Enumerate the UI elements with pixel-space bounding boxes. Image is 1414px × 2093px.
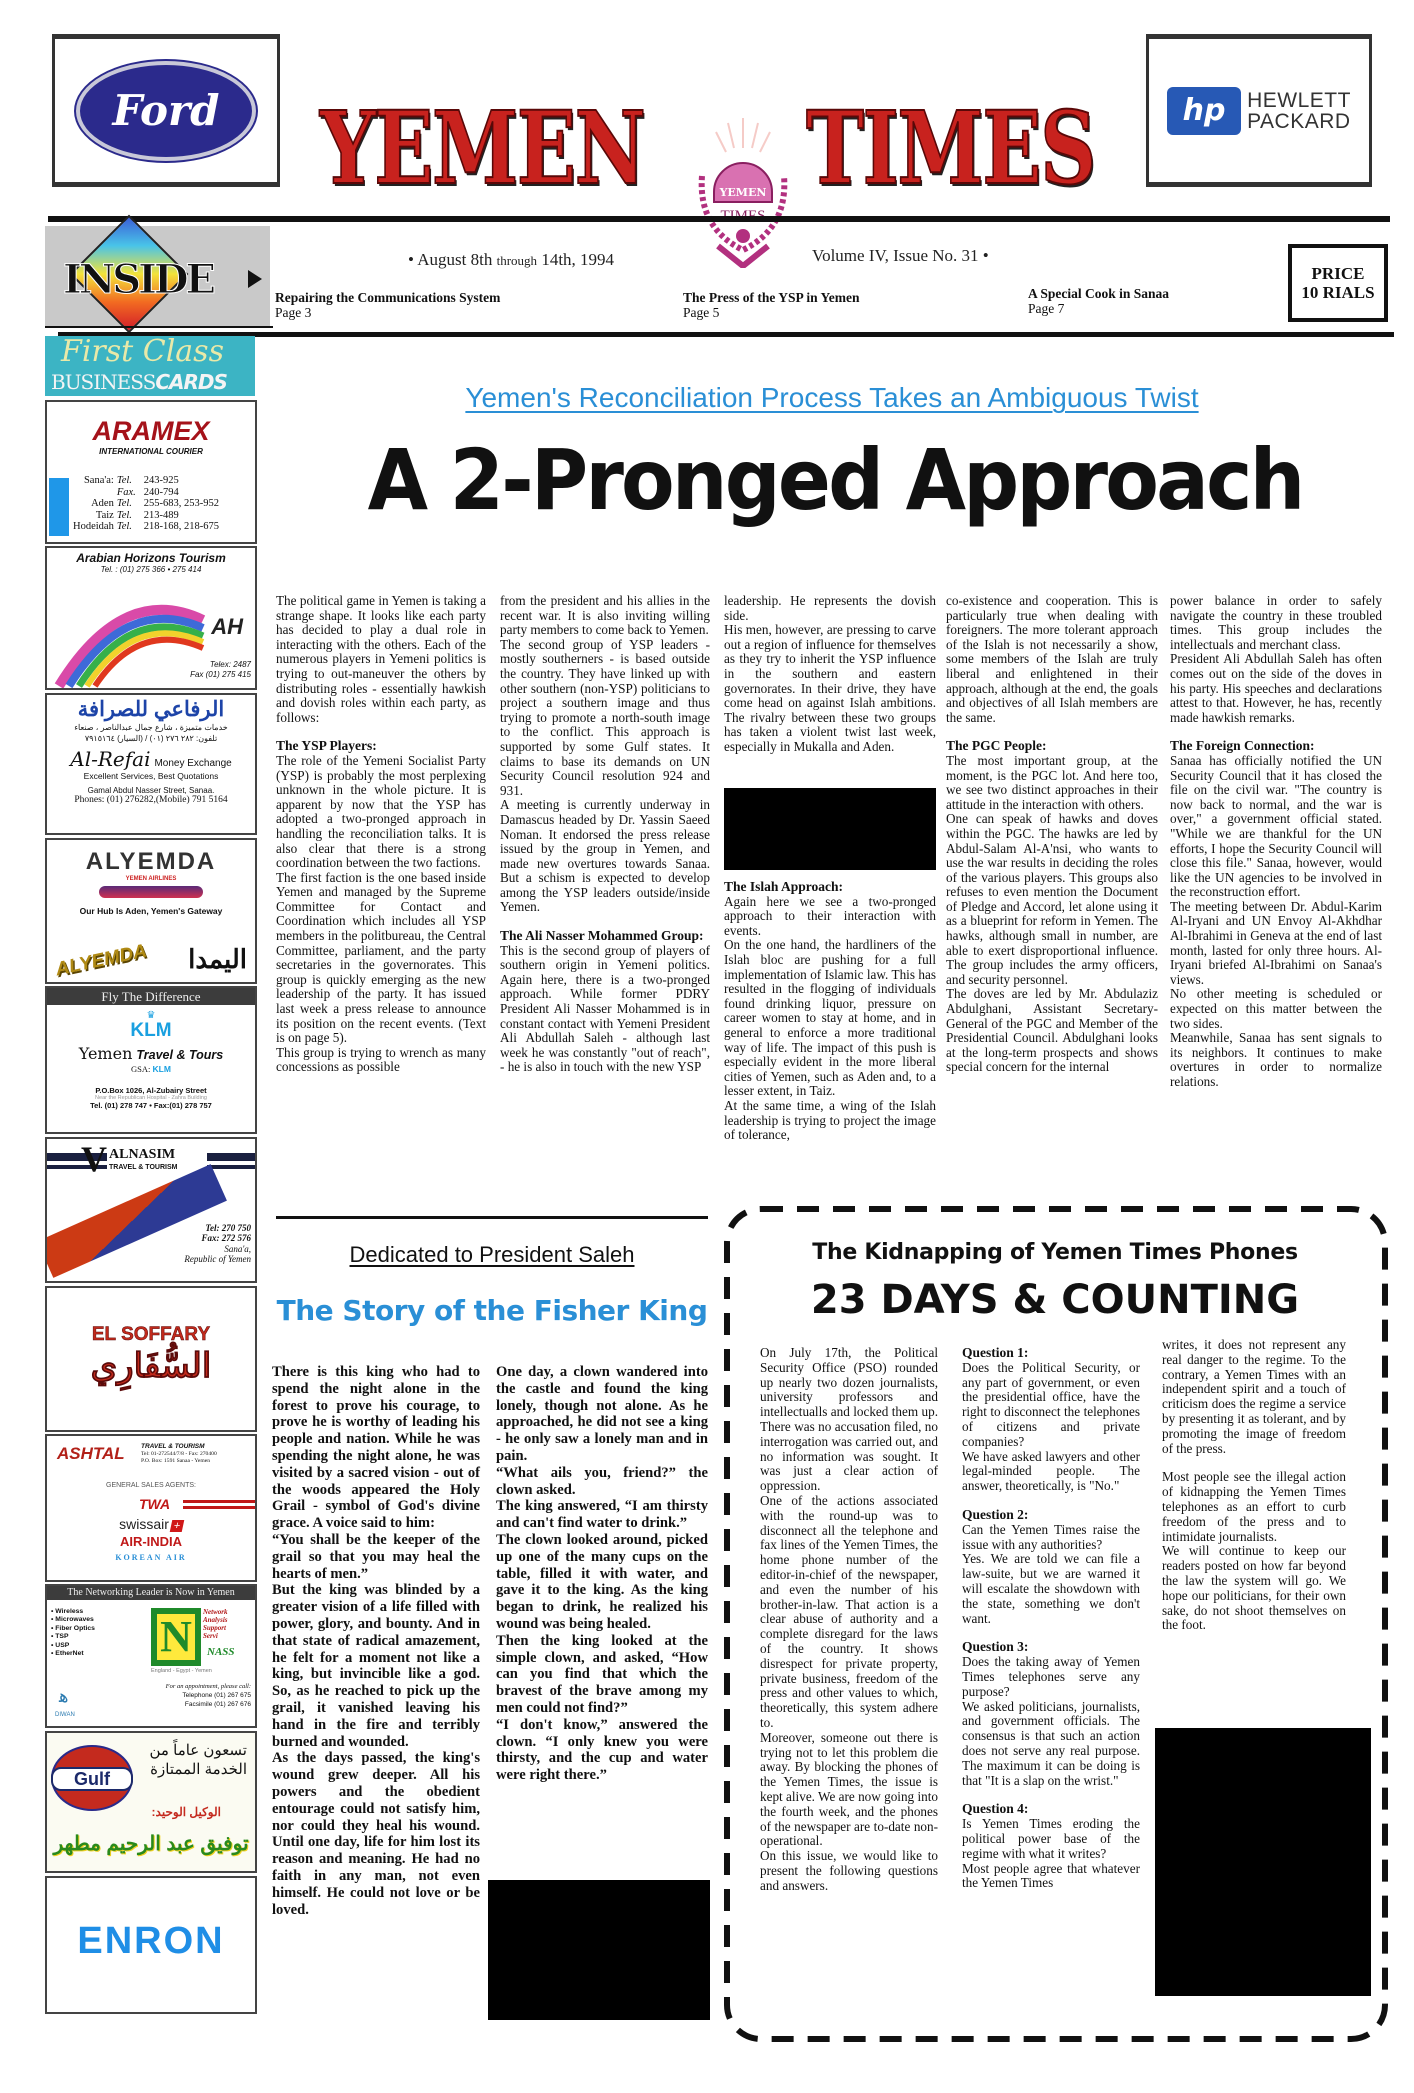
alyemda-tagline: Our Hub Is Aden, Yemen's Gateway bbox=[79, 906, 223, 916]
ashtal-line2: P.O. Box: 1591 Sanaa - Yemen bbox=[141, 1457, 210, 1464]
paragraph-gap bbox=[1162, 1456, 1346, 1470]
alnasim-country: Republic of Yemen bbox=[184, 1254, 251, 1265]
aramex-ad[interactable] bbox=[45, 400, 257, 544]
gsa-label: GSA: bbox=[131, 1064, 151, 1074]
price-box bbox=[1288, 244, 1388, 322]
alnasim-stripe bbox=[207, 1165, 255, 1169]
nass-appointment: For an appointment, please call: bbox=[165, 1683, 251, 1690]
hp-logo-text: hp bbox=[1182, 93, 1226, 128]
klm-near: Near the Republican Hospital - Zahra Building bbox=[95, 1095, 207, 1101]
alnasim-contacts bbox=[184, 1223, 251, 1265]
brand-line: Network bbox=[203, 1608, 228, 1616]
section-heading: Question 1: bbox=[962, 1345, 1029, 1360]
alyemda-arabic: اليمدا bbox=[188, 944, 247, 974]
lead-column-3b bbox=[724, 880, 936, 1143]
el-soffary-arabic: السُّفَارِي bbox=[90, 1347, 212, 1385]
yemen-travel-name-a: Yemen bbox=[78, 1044, 133, 1063]
paragraph: The most important group, at the moment, is the PGC lot. And here too, we see two distinct approaches in their attitude in the interaction with others. bbox=[946, 752, 1158, 812]
kidnapping-subtitle: The Kidnapping of Yemen Times Phones bbox=[812, 1240, 1298, 1265]
teaser-3[interactable] bbox=[1028, 286, 1169, 316]
contact-kind: Tel. bbox=[116, 521, 132, 533]
masthead-rule bbox=[48, 216, 1390, 222]
gsa-value: KLM bbox=[152, 1064, 171, 1074]
twa-stripe bbox=[183, 1506, 257, 1509]
teaser-title: Repairing the Communications System bbox=[275, 290, 501, 305]
paragraph: His men, however, are pressing to carve out a region of influence for themselves as they try to inherit the YSP influence in the southern and eastern governorates. In their drive, they have come head on against Islah ambitions. The rivalry between these two groups has taken a violent twist last week, especially in Mukalla and Aden. bbox=[724, 622, 936, 754]
paragraph: The political game in Yemen is taking a strange shape. It looks like each party has decided to play a dual role in interacting with the others. Each of the numerous players in Yemeni politics is trying to out-maneuver the others by distributing roles - essentially hawkish and dovish roles within each party, as follows: bbox=[276, 593, 486, 725]
hp-line-2: PACKARD bbox=[1247, 109, 1351, 133]
paragraph: Is Yemen Times eroding the political power base of the regime with what it writes? bbox=[962, 1816, 1140, 1861]
paragraph: Moreover, someone out there is trying not to let this problem die away. By blocking the phones of the Yemen Times, the issue is kept alive. We are now going into the fourth week, and the phones of the newspaper are to-date non-operational. bbox=[760, 1729, 938, 1849]
play-arrow-icon bbox=[248, 270, 262, 288]
fisher-king-column-2 bbox=[496, 1364, 708, 1784]
masthead-seal-icon bbox=[688, 118, 798, 268]
paragraph: co-existence and cooperation. This is particularly true when dealing with foreigners. The more tolerant approach of the Islah is not necessarily a show, some members of the Islah are truly liberal and enlightened in their approach, although at the end, the goals and objectives of all Islah members are the same. bbox=[946, 593, 1158, 725]
telex: Telex: 2487 bbox=[209, 660, 251, 669]
alyemda-ad[interactable] bbox=[45, 838, 257, 984]
nass-banner: The Networking Leader is Now in Yemen bbox=[47, 1586, 255, 1600]
hp-line-1: HEWLETT bbox=[1247, 88, 1351, 112]
alnasim-fax: Fax: 272 576 bbox=[201, 1233, 251, 1244]
section-heading: The Ali Nasser Mohammed Group: bbox=[500, 928, 704, 944]
service-item: • Microwaves bbox=[51, 1616, 94, 1624]
nass-brand: NASS bbox=[207, 1646, 235, 1658]
paragraph: Then the king looked at the simple clown, and asked, “How can you find that which the bravest of the brave among my men could not find?” bbox=[496, 1632, 708, 1716]
paragraph: One day, a clown wandered into the castle and found the king lonely, though not alone. As he approached, he did not see a king - he only saw a lonely man and in pain. bbox=[496, 1364, 708, 1464]
paragraph: Most people see the illegal action of kidnapping the Yemen Times telephones as an effort to curb freedom of the press and to intimidate journalists. bbox=[1162, 1469, 1346, 1544]
paragraph: No other meeting is scheduled or expected on this matter between the two sides. bbox=[1170, 986, 1382, 1031]
al-refai-logo bbox=[47, 747, 255, 771]
ashtal-sub: TRAVEL & TOURISM bbox=[141, 1443, 205, 1450]
aramex-logo: ARAMEX bbox=[92, 416, 210, 446]
gulf-agent-name: توفيق عبد الرحيم مطهر bbox=[53, 1833, 249, 1855]
gulf-logo bbox=[51, 1745, 133, 1811]
date-start: August 8th bbox=[417, 250, 493, 269]
gulf-ad[interactable] bbox=[45, 1731, 257, 1873]
paragraph: power balance in order to safely navigate the country in these troubled times. This group includes the intellectuals and merchant class. bbox=[1170, 593, 1382, 652]
inside-underline bbox=[45, 326, 273, 328]
al-refai-arabic-line1: خدمات متميزة ، شارع جمال عبدالناصر ، صنعاء bbox=[74, 723, 228, 732]
contact-kind: Tel. bbox=[116, 509, 132, 521]
issue-volume: Volume IV, Issue No. 31 • bbox=[812, 246, 989, 265]
paragraph: leadership. He represents the dovish side. bbox=[724, 593, 936, 623]
contact-row bbox=[73, 521, 219, 533]
paragraph: The clown looked around, picked up one of the many cups on the table, filled it with water, and gave it to the king. As the king began to drink, he realized his wound was being healed. bbox=[496, 1531, 708, 1632]
service-label: EtherNet bbox=[55, 1650, 84, 1658]
gulf-slogan-line1: تسعون عاماً من bbox=[149, 1742, 247, 1759]
paragraph: Sanaa has officially notified the UN Security Council that it has closed the file on the civil war. "The country is now back to normal, and the war is over," a government official stated. "While we are thankful for the UN efforts, I hope the Security Council will close this file." Sanaa, however, would like the UN agencies to be involved in the reconstruction effort. bbox=[1170, 752, 1382, 900]
lead-column-2 bbox=[500, 594, 710, 1075]
al-refai-suffix: Money Exchange bbox=[154, 758, 232, 769]
masthead-title-left: YEMEN bbox=[320, 89, 645, 207]
arabian-horizons-mark: AH bbox=[211, 614, 243, 639]
gsa-line bbox=[47, 1064, 255, 1074]
contact-number: 243-925 bbox=[143, 475, 179, 486]
aramex-contacts bbox=[73, 475, 219, 533]
paragraph: One can speak of hawks and doves within the PGC. The hawks are led by Abdul-Salam Al-A'nsi, who wants to use the war results in deciding the roles of the various players. This groups also refuses to even mention the Document of Pledge and Accord, let alone using it as a blueprint for reform in Yemen. The hawks, although small in number, are able to exert disproportional influence. The group includes the army officers, and security personnel. bbox=[946, 811, 1158, 987]
rainbow-icon bbox=[53, 590, 213, 688]
ford-ad[interactable] bbox=[52, 34, 280, 187]
nass-n-logo: N bbox=[151, 1608, 201, 1666]
kidnapping-column-3 bbox=[1162, 1338, 1346, 1633]
brand-line: Servi bbox=[203, 1632, 218, 1640]
date-bullet: • bbox=[408, 250, 414, 269]
alyemda-logo: ALYEMDA bbox=[85, 848, 217, 875]
diwan-label: DIWAN bbox=[55, 1712, 75, 1718]
paragraph: “I don't know,” answered the clown. “I only knew you were thirsty, and the cup and water were right there.” bbox=[496, 1716, 708, 1784]
business-cards-line1: First Class bbox=[61, 336, 224, 369]
paragraph: President Ali Abdullah Saleh has often comes out on the side of the doves in his party. His speeches and declarations attest to that. However, he has, recently made hawkish remarks. bbox=[1170, 651, 1382, 725]
section-heading: Question 4: bbox=[962, 1801, 1029, 1817]
brand-line: Support bbox=[203, 1624, 226, 1632]
paragraph: We will continue to keep our readers posted on how far beyond the law the system will go. We hope our politicians, for their own sake, do not shoot themselves on the foot. bbox=[1162, 1543, 1346, 1633]
paragraph: The king answered, “I am thirsty and can't find water to drink.” bbox=[496, 1498, 708, 1532]
section-heading: Question 3: bbox=[962, 1639, 1029, 1655]
date-through: through bbox=[496, 253, 538, 268]
service-label: USP bbox=[55, 1641, 70, 1649]
contact-city: Hodeidah bbox=[73, 521, 114, 533]
paragraph: On the one hand, the hardliners of the Islah bloc are pushing for a full implementation of Islamic law. This has resulted in the flogging of individuals found drinking liquor, pressure on career women to stay at home, and in general to enforce a more traditional way of life. The impact of this push is especially evident in the more liberal cities of Yemen, such as Aden and, to a lesser extent, in Taiz. bbox=[724, 937, 936, 1099]
teaser-title: The Press of the YSP in Yemen bbox=[683, 290, 860, 305]
swiss-cross-icon: + bbox=[170, 1520, 185, 1532]
seal-top-text: YEMEN bbox=[719, 186, 767, 199]
arabian-horizons-name: Arabian Horizons Tourism bbox=[76, 551, 226, 565]
paragraph: The meeting between Dr. Abdul-Karim Al-Iryani and UN Envoy Al-Akhdhar Al-Ibrahimi in Geneva at the end of last month, lasted for only three hours. Al-Iryani briefed Al-Ibrahimi on Sanaa's views. bbox=[1170, 898, 1382, 987]
brand-line: Analysis bbox=[203, 1616, 228, 1624]
paragraph: “What ails you, friend?” the clown asked. bbox=[496, 1464, 708, 1498]
ford-logo-text: Ford bbox=[112, 86, 220, 135]
al-refai-arabic-line2: تلفون: ٢٨٢ ٢٧٦ (٠١) / (السيار) ٧٩١٥١٦٤ bbox=[84, 734, 218, 743]
service-item: • TSP bbox=[51, 1633, 69, 1641]
alnasim-tel: Tel: 270 750 bbox=[205, 1223, 251, 1233]
gulf-arabic-slogan bbox=[150, 1741, 247, 1779]
service-label: TSP bbox=[55, 1633, 69, 1641]
yemen-travel-name bbox=[47, 1044, 255, 1064]
contact-row bbox=[73, 510, 219, 522]
paragraph: A meeting is currently underway in Damascus headed by Dr. Yassin Saeed Noman. It endorsed the press release issued by the group in Yemen, and made new overtures towards Sanaa. But a schism is expected to develop among the YSP leaders outside/inside Yemen. bbox=[500, 797, 710, 915]
paragraph: There is this king who had to spend the night alone in the forest to prove his courage, to prove he is worthy of leading his people and nation. While he was spending the night alone, he was visited by a sacred vision - out of the woods appeared the Holy Grail - symbol of God's divine grace. A voice said to him: bbox=[272, 1364, 480, 1532]
business-cards-line2 bbox=[51, 370, 227, 394]
teaser-page: Page 3 bbox=[275, 305, 312, 320]
el-soffary-name: EL SOFFARY bbox=[91, 1324, 211, 1345]
nass-telephone: Telephone (01) 267 675 bbox=[182, 1692, 251, 1699]
nass-ad[interactable] bbox=[45, 1584, 257, 1728]
section-heading: The PGC People: bbox=[946, 738, 1047, 754]
paragraph: writes, it does not represent any real danger to the regime. To the contrary, a Yemen Times with an independent spirit and a touch of criticism does the regime a service by presenting it as tolerant, and by promoting the image of freedom of the press. bbox=[1162, 1337, 1346, 1456]
hp-wordmark bbox=[1247, 90, 1351, 132]
fax: Fax (01) 275 415 bbox=[190, 670, 251, 679]
arabian-horizons-tel: Tel. : (01) 275 366 • 275 414 bbox=[100, 565, 202, 574]
ashtal-gsa: GENERAL SALES AGENTS: bbox=[106, 1482, 196, 1489]
ashtal-line1: Tel: 01-272544/7/8 - Fax: 270400 bbox=[141, 1450, 217, 1457]
alyemda-sub: YEMEN AIRLINES bbox=[125, 876, 177, 882]
contact-city: Aden bbox=[91, 498, 114, 510]
alyemda-wings-icon bbox=[99, 886, 203, 898]
kidnapping-photo-placeholder bbox=[1155, 1728, 1371, 1996]
ashtal-logo: ASHTAL bbox=[57, 1444, 125, 1463]
cards-label: CARDS bbox=[155, 370, 227, 394]
paragraph: “You shall be the keeper of the grail so that you may heal the hearts of men.” bbox=[272, 1531, 480, 1582]
issue-date bbox=[408, 250, 614, 270]
arabian-horizons-ad[interactable] bbox=[45, 546, 257, 690]
paragraph: As the days passed, the king's wound grew deeper. All his powers and the obedient entourage could not satisfy him, nor could they heal his wound. Until one day, life for him lost its reason and meaning. He had no faith in any man, not even himself. He could not love or be loved. bbox=[272, 1750, 480, 1918]
price-value: 10 RIALS bbox=[1301, 283, 1375, 302]
al-refai-address: Gamal Abdul Nasser Street, Sanaa. bbox=[87, 786, 215, 795]
contact-row bbox=[73, 487, 219, 499]
twa-logo: TWA bbox=[139, 1496, 171, 1512]
section-rule bbox=[58, 332, 1394, 337]
lead-column-4 bbox=[946, 594, 1158, 1075]
fisher-king-column-1 bbox=[272, 1364, 480, 1918]
inside-logo bbox=[45, 226, 270, 326]
klm-banner: Fly The Difference bbox=[47, 988, 255, 1005]
teaser-page: Page 5 bbox=[683, 305, 720, 320]
contact-number: 255-683, 253-952 bbox=[143, 498, 220, 510]
lead-headline: A 2-Pronged Approach bbox=[367, 431, 1303, 529]
gulf-slogan-line2: الخدمة الممتازة bbox=[150, 1761, 247, 1778]
paragraph: This group is trying to wrench as many concessions as possible bbox=[276, 1044, 486, 1075]
contact-number: 213-489 bbox=[143, 509, 179, 521]
article-photo-placeholder bbox=[724, 788, 936, 870]
paragraph: At the same time, a wing of the Islah leadership is trying to project the image of tolerance, bbox=[724, 1097, 936, 1143]
service-item: • Wireless bbox=[51, 1608, 84, 1615]
alnasim-city: Sana'a, bbox=[224, 1243, 251, 1254]
arabian-horizons-contacts bbox=[190, 660, 251, 680]
contact-row bbox=[73, 475, 219, 487]
paragraph: Meanwhile, Sanaa has sent signals to its neighbors. It continues to make overtures in order to normalize relations. bbox=[1170, 1030, 1382, 1089]
business-cards-header bbox=[45, 336, 255, 396]
alyemda-3d-logo: ALYEMDA bbox=[53, 940, 149, 981]
twa-stripe bbox=[183, 1500, 257, 1503]
paragraph: On this issue, we would like to present the following questions and answers. bbox=[760, 1848, 938, 1893]
paragraph: The doves are led by Mr. Abdulaziz Abdulghani, Assistant Secretary-General of the PGC and Member of the Presidential Council. Abdulghani looks at the long-term prospects and shows special concern for the internal bbox=[946, 986, 1158, 1075]
contact-kind: Tel. bbox=[116, 475, 132, 486]
lead-kicker-wrap bbox=[272, 382, 1392, 414]
teaser-page: Page 7 bbox=[1028, 301, 1065, 316]
paragraph: Can the Yemen Times raise the issue with any authorities? bbox=[962, 1521, 1140, 1552]
ashtal-ad[interactable] bbox=[45, 1434, 257, 1582]
service-item: • EtherNet bbox=[51, 1650, 84, 1658]
paragraph: One of the actions associated with the round-up was to disconnect all the telephone and fax lines of the Yemen Times, the home phone number of the editor-in-chief of the newspaper, and even the number of his brother-in-law. That action is a clear abuse of authority and a complete disregard for the laws of the country. It shows disrespect for private property, private business, freedom of the press and other values to which, theoretically, this system adhere to. bbox=[760, 1492, 938, 1730]
lead-column-5 bbox=[1170, 594, 1382, 1090]
fisher-king-title[interactable]: The Story of the Fisher King bbox=[276, 1294, 708, 1327]
paragraph: This is the second group of players of southern origin in Yemeni politics. Again here, there is a two-pronged approach. While former PDRY President Ali Nasser Mohammed is in constant contact with Yemeni President Ali Abdullah Saleh - although last week he was constantly "out of reach", - he is also in touch with the new YSP bbox=[500, 942, 710, 1075]
al-refai-name: Al-Refai bbox=[70, 747, 151, 771]
teaser-1[interactable] bbox=[275, 290, 500, 320]
paragraph: We have asked lawyers and other legal-minded people. The answer, theoretically, is "No." bbox=[962, 1448, 1140, 1494]
nass-brand-lines bbox=[203, 1608, 228, 1640]
enron-ad[interactable] bbox=[45, 1876, 257, 2014]
paragraph: The second group of YSP leaders - mostly southerners - is based outside the country. They have linked up with other southern (non-YSP) politicians to project a southern image and thus trying to promote a north-south image to the conflict. This approach is supported by some Gulf states. It claims to base its demands on UN Security Council resolution 924 and 931. bbox=[500, 636, 710, 798]
kidnapping-headline: 23 DAYS & COUNTING bbox=[810, 1277, 1300, 1323]
fisher-king-dedication: Dedicated to President Saleh bbox=[349, 1242, 635, 1267]
paragraph: The first faction is the one based inside Yemen and managed by the Supreme Committee for Contact and Coordination which includes all YSP members in the politbureau, the Central Committee, parliament, and the party secretaries in the governorates. This group is quickly emerging as the new leadership of the party. It has issued last week a press release to announce its position on the recent events. (Text is on page 5). bbox=[276, 869, 486, 1046]
service-label: Wireless bbox=[55, 1608, 84, 1615]
paragraph: The role of the Yemeni Socialist Party (YSP) is probably the most perplexing unknown in the whole picture. It is apparent by now that the YSP has adopted a two-pronged approach in handling the reconciliation talks. It is also clear that there is a strong coordination between the two factions. bbox=[276, 752, 486, 871]
lead-kicker[interactable]: Yemen's Reconciliation Process Takes an Ambiguous Twist bbox=[465, 382, 1199, 413]
masthead-title-right: TIMES bbox=[806, 89, 1095, 207]
alnasim-ad[interactable] bbox=[45, 1137, 257, 1283]
contact-city: Sana'a: bbox=[83, 475, 114, 486]
kidnapping-column-2 bbox=[962, 1346, 1140, 1891]
article-divider bbox=[276, 1216, 708, 1219]
service-label: Microwaves bbox=[55, 1616, 94, 1624]
section-heading: The YSP Players: bbox=[276, 738, 377, 754]
ashtal-contacts bbox=[141, 1444, 217, 1464]
teaser-2[interactable] bbox=[683, 290, 860, 320]
alnasim-bird-icon: V bbox=[81, 1139, 107, 1179]
fisher-king-photo-placeholder bbox=[488, 1880, 710, 2020]
section-heading: The Foreign Connection: bbox=[1170, 738, 1315, 754]
paragraph: Does the taking away of Yemen Times telephones serve any purpose? bbox=[962, 1654, 1140, 1699]
yemen-travel-name-b: Travel & Tours bbox=[136, 1048, 224, 1062]
contact-row bbox=[73, 498, 219, 510]
paragraph: On July 17th, the Political Security Office (PSO) rounded up nearly two dozen journalists, university professors and intellectualls and locked them up. There was no accusation filed, no interrogation was carried out, and no information was sought. It was just a clear action of oppression. bbox=[760, 1345, 938, 1494]
aramex-tagline: INTERNATIONAL COURIER bbox=[99, 447, 203, 456]
price-label: PRICE bbox=[1311, 264, 1365, 283]
lead-column-3a bbox=[724, 594, 936, 755]
al-refai-phones: Phones: (01) 276282,(Mobile) 791 5164 bbox=[74, 795, 228, 805]
swissair-logo bbox=[47, 1516, 255, 1532]
nass-contacts bbox=[166, 1682, 251, 1709]
contact-kind: Tel. bbox=[116, 498, 132, 510]
gulf-logo-text: Gulf bbox=[51, 1767, 133, 1791]
swissair-text: swissair bbox=[119, 1516, 169, 1532]
aramex-color-block bbox=[49, 478, 69, 536]
al-refai-arabic-title: الرفاعي للصرافة bbox=[77, 698, 225, 721]
alnasim-name: ALNASIM bbox=[109, 1147, 176, 1162]
teaser-title: A Special Cook in Sanaa bbox=[1028, 286, 1170, 301]
klm-crown-icon: ♛ bbox=[146, 1010, 156, 1021]
lead-column-1 bbox=[276, 594, 486, 1075]
air-india-logo: AIR-INDIA bbox=[119, 1534, 183, 1549]
nass-facsimile: Facsimile (01) 267 676 bbox=[184, 1701, 251, 1708]
contact-number: 218-168, 218-675 bbox=[143, 521, 220, 533]
korean-air-logo: KOREAN AIR bbox=[115, 1553, 187, 1562]
paragraph: Does the Political Security, or any part of government, or even the presidential office, have the right to disconnect the telephones of citizens and private companies? bbox=[962, 1359, 1140, 1449]
hp-logo bbox=[1167, 87, 1241, 135]
el-soffary-ad[interactable] bbox=[45, 1286, 257, 1432]
al-refai-ad[interactable] bbox=[45, 693, 257, 835]
alnasim-stripe bbox=[207, 1153, 255, 1161]
kidnapping-column-1 bbox=[760, 1346, 938, 1893]
contact-city: Taiz bbox=[95, 509, 114, 521]
contact-kind: Fax. bbox=[116, 486, 136, 498]
contact-city bbox=[73, 487, 117, 499]
enron-logo: ENRON bbox=[77, 1920, 225, 1962]
alnasim-sub: TRAVEL & TOURISM bbox=[109, 1164, 178, 1171]
nass-services bbox=[51, 1608, 95, 1658]
ford-logo bbox=[76, 61, 256, 161]
paragraph: Yes. We are told we can file a law-suite, but we are warned it will escalate the showdown with the state, something we don't want. bbox=[962, 1551, 1140, 1626]
klm-yemen-travel-ad[interactable] bbox=[45, 986, 257, 1134]
al-refai-tagline: Excellent Services, Best Quotations bbox=[83, 771, 219, 781]
service-item: • Fiber Optics bbox=[51, 1624, 95, 1632]
business-label: BUSINESS bbox=[51, 370, 156, 394]
klm-phones: Tel. (01) 278 747 • Fax:(01) 278 757 bbox=[90, 1101, 212, 1110]
paragraph: Most people agree that whatever the Yemen Times bbox=[962, 1860, 1140, 1891]
section-heading: The Islah Approach: bbox=[724, 879, 844, 894]
inside-label: INSIDE bbox=[63, 256, 214, 303]
date-end: 14th, 1994 bbox=[541, 250, 615, 269]
paragraph: We asked politicians, journalists, and government officials. The consensus is that such an action does not serve any real purpose. The maximum it can be doing is that "It is a slap on the wrist." bbox=[962, 1698, 1140, 1788]
diwan-logo-icon: ﻫ bbox=[59, 1686, 69, 1706]
service-label: Fiber Optics bbox=[55, 1624, 95, 1632]
nass-countries: England - Egypt - Yemen bbox=[151, 1668, 212, 1674]
hewlett-packard-ad[interactable] bbox=[1146, 34, 1372, 187]
klm-address: P.O.Box 1026, Al-Zubairy Street bbox=[95, 1086, 207, 1095]
gulf-agent-label: الوكيل الوحيد: bbox=[151, 1805, 221, 1819]
paragraph: from the president and his allies in the recent war. It is also inviting willing party members to come back to Yemen. bbox=[500, 593, 710, 638]
klm-logo: KLM bbox=[130, 1020, 172, 1041]
section-heading: Question 2: bbox=[962, 1506, 1029, 1522]
service-item: • USP bbox=[51, 1641, 70, 1649]
contact-number: 240-794 bbox=[143, 486, 179, 498]
paragraph: But the king was blinded by a greater vision of a life filled with power, glory, and bounty. And in that state of radical amazement, he felt for a moment not like a king, but invincible like a god. So, as he reached to pick up the grail, it vanished leaving his hand in the fire and terribly burned and wounded. bbox=[272, 1582, 480, 1750]
paragraph: Again here we see a two-pronged approach to their interaction with events. bbox=[724, 893, 936, 938]
